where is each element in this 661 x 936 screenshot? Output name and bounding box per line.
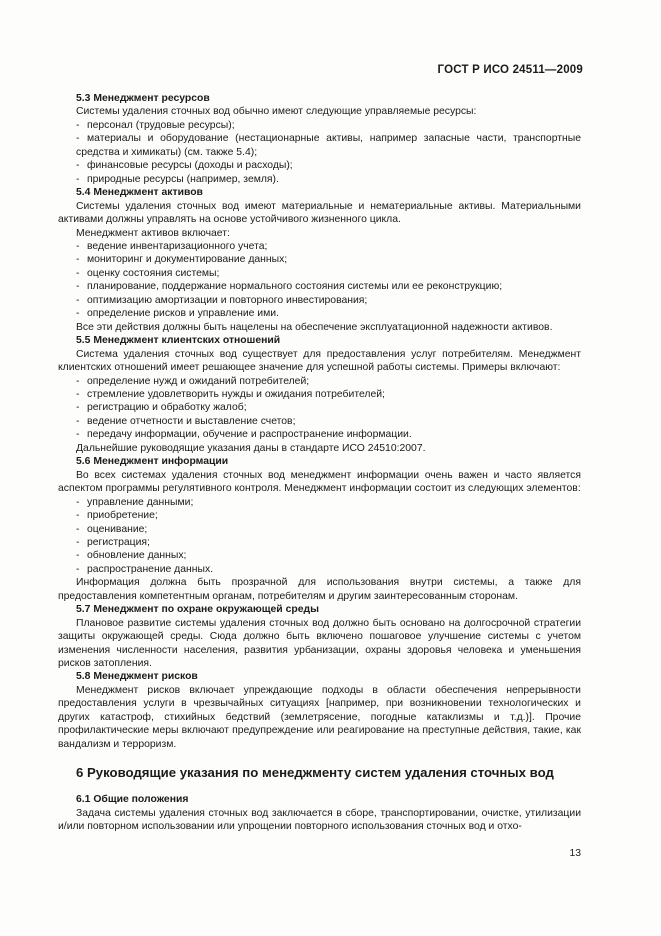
list-item-text: управление данными; (87, 496, 194, 508)
subsection-heading: 6.1 Общие положения (76, 794, 189, 806)
list-item (58, 563, 581, 576)
list-item (58, 496, 581, 509)
list-item (58, 401, 581, 414)
list-dash: - (76, 415, 80, 427)
paragraph: Во всех системах удаления сточных вод менеджмент информации очень важен и часто является аспектом программы регулятивного контроля. Менеджмент информации состоит из следующих элементов: (58, 469, 581, 495)
list-dash: - (76, 388, 80, 400)
list-item (58, 375, 581, 388)
list-item-text: определение рисков и управление ими. (87, 308, 279, 320)
list-item-text: приобретение; (87, 510, 158, 522)
paragraph: Системы удаления сточных вод обычно имеют следующие управляемые ресурсы: (76, 106, 477, 118)
paragraph: Дальнейшие руководящие указания даны в стандарте ИСО 24510:2007. (76, 442, 426, 454)
subsection-heading: 5.7 Менеджмент по охране окружающей среды (76, 604, 319, 616)
list-item-text: определение нужд и ожиданий потребителей; (87, 375, 310, 387)
paragraph: Все эти действия должны быть нацелены на обеспечение эксплуатационной надежности активов. (76, 321, 553, 333)
list-item (58, 294, 581, 307)
paragraph: Плановое развитие системы удаления сточных вод должно быть основано на долгосрочной стратегии защиты окружающей среды. Сюда должно быть включено пошаговое улучшение системы с учетом изменения численности населения, развития урбанизации, охраны здоровья человека и уменьшения рисков затопления. (58, 617, 581, 670)
subsection-heading: 5.3 Менеджмент ресурсов (76, 93, 210, 104)
list-item (58, 307, 581, 320)
list-item (58, 119, 581, 132)
list-item-text: оценку состояния системы; (87, 267, 220, 279)
list-item (58, 536, 581, 549)
list-dash: - (76, 119, 80, 131)
list-item-text: обновление данных; (87, 550, 187, 562)
list-dash: - (76, 308, 80, 320)
list-item-text: природные ресурсы (например, земля). (87, 173, 279, 185)
subsection-heading: 5.5 Менеджмент клиентских отношений (76, 335, 281, 347)
paragraph: Менеджмент рисков включает упреждающие подходы в области обеспечения непрерывности предоставления услуги в чрезвычайных ситуациях [например, при возникновении технологических и других катастроф, стихийных бедствий (землетрясение, погодные катаклизмы и т.д.)]. Прочие профилактические меры включают предупреждение или реагирование на преступные действия, такие, как вандализм и терроризм. (58, 684, 581, 750)
list-item (58, 523, 581, 536)
subsection-heading: 5.8 Менеджмент рисков (76, 671, 198, 683)
list-dash: - (76, 402, 80, 414)
section-heading: 6 Руководящие указания по менеджменту систем удаления сточных вод (76, 765, 554, 781)
list-dash: - (76, 281, 80, 293)
list-item-text: персонал (трудовые ресурсы); (87, 119, 235, 131)
list-dash: - (76, 267, 80, 279)
list-item (58, 388, 581, 401)
list-dash: - (76, 536, 80, 548)
list-dash: - (76, 173, 80, 185)
list-item (58, 132, 581, 159)
list-item (58, 415, 581, 428)
list-item-text: планирование, поддержание нормального состояния системы или ее реконструкцию; (87, 281, 503, 293)
subsection-heading: 5.4 Менеджмент активов (76, 187, 203, 199)
list-item (58, 549, 581, 562)
paragraph: Информация должна быть прозрачной для использования внутри системы, а также для предоставления компетентным органам, потребителям и другим заинтересованным сторонам. (58, 577, 581, 602)
paragraph: Система удаления сточных вод существует для предоставления услуг потребителям. Менеджмент клиентских отношений имеет решающее значение для успешной работы системы. Примеры включают: (58, 348, 581, 374)
list-item-text: распространение данных. (87, 563, 214, 575)
list-item-text: передачу информации, обучение и распространение информации. (87, 429, 412, 441)
list-item-text: оптимизацию амортизации и повторного инвестирования; (87, 294, 368, 306)
list-dash: - (76, 294, 80, 306)
list-item (58, 159, 581, 172)
document-header: ГОСТ Р ИСО 24511—2009 (437, 64, 583, 76)
list-item-text: материалы и оборудование (нестационарные активы, например запасные части, транспортные средства и химикаты) (см. также 5.4); (76, 133, 581, 158)
document-body (58, 92, 581, 834)
list-item (58, 253, 581, 266)
list-dash: - (76, 240, 80, 252)
page-number: 13 (569, 848, 581, 859)
list-item-text: оценивание; (87, 523, 148, 535)
list-item-text: финансовые ресурсы (доходы и расходы); (87, 160, 293, 172)
list-item (58, 267, 581, 280)
list-dash: - (76, 133, 80, 145)
paragraph: Задача системы удаления сточных вод заключается в сборе, транспортировании, очистке, утилизации и/или повторном использовании или упрощении повторного использования сточных вод и отхо- (58, 807, 581, 833)
list-item-text: регистрацию и обработку жалоб; (87, 402, 247, 414)
list-dash: - (76, 523, 80, 535)
list-dash: - (76, 254, 80, 266)
list-item-text: регистрация; (87, 536, 150, 548)
list-dash: - (76, 563, 80, 575)
list-item-text: мониторинг и документирование данных; (87, 254, 288, 266)
list-item (58, 173, 581, 186)
subsection-heading: 5.6 Менеджмент информации (76, 456, 229, 468)
list-dash: - (76, 375, 80, 387)
paragraph: Менеджмент активов включает: (76, 227, 230, 239)
list-item (58, 509, 581, 522)
list-dash: - (76, 496, 80, 508)
paragraph: Системы удаления сточных вод имеют материальные и нематериальные активы. Материальными активами должны управлять на основе устойчивого жизненного цикла. (58, 200, 581, 226)
list-item-text: ведение отчетности и выставление счетов; (87, 415, 296, 427)
list-dash: - (76, 510, 80, 522)
list-dash: - (76, 160, 80, 172)
list-item-text: ведение инвентаризационного учета; (87, 240, 268, 252)
list-item (58, 280, 581, 293)
list-dash: - (76, 429, 80, 441)
list-item (58, 428, 581, 441)
list-item (58, 240, 581, 253)
list-item-text: стремление удовлетворить нужды и ожидания потребителей; (87, 388, 385, 400)
list-dash: - (76, 550, 80, 562)
